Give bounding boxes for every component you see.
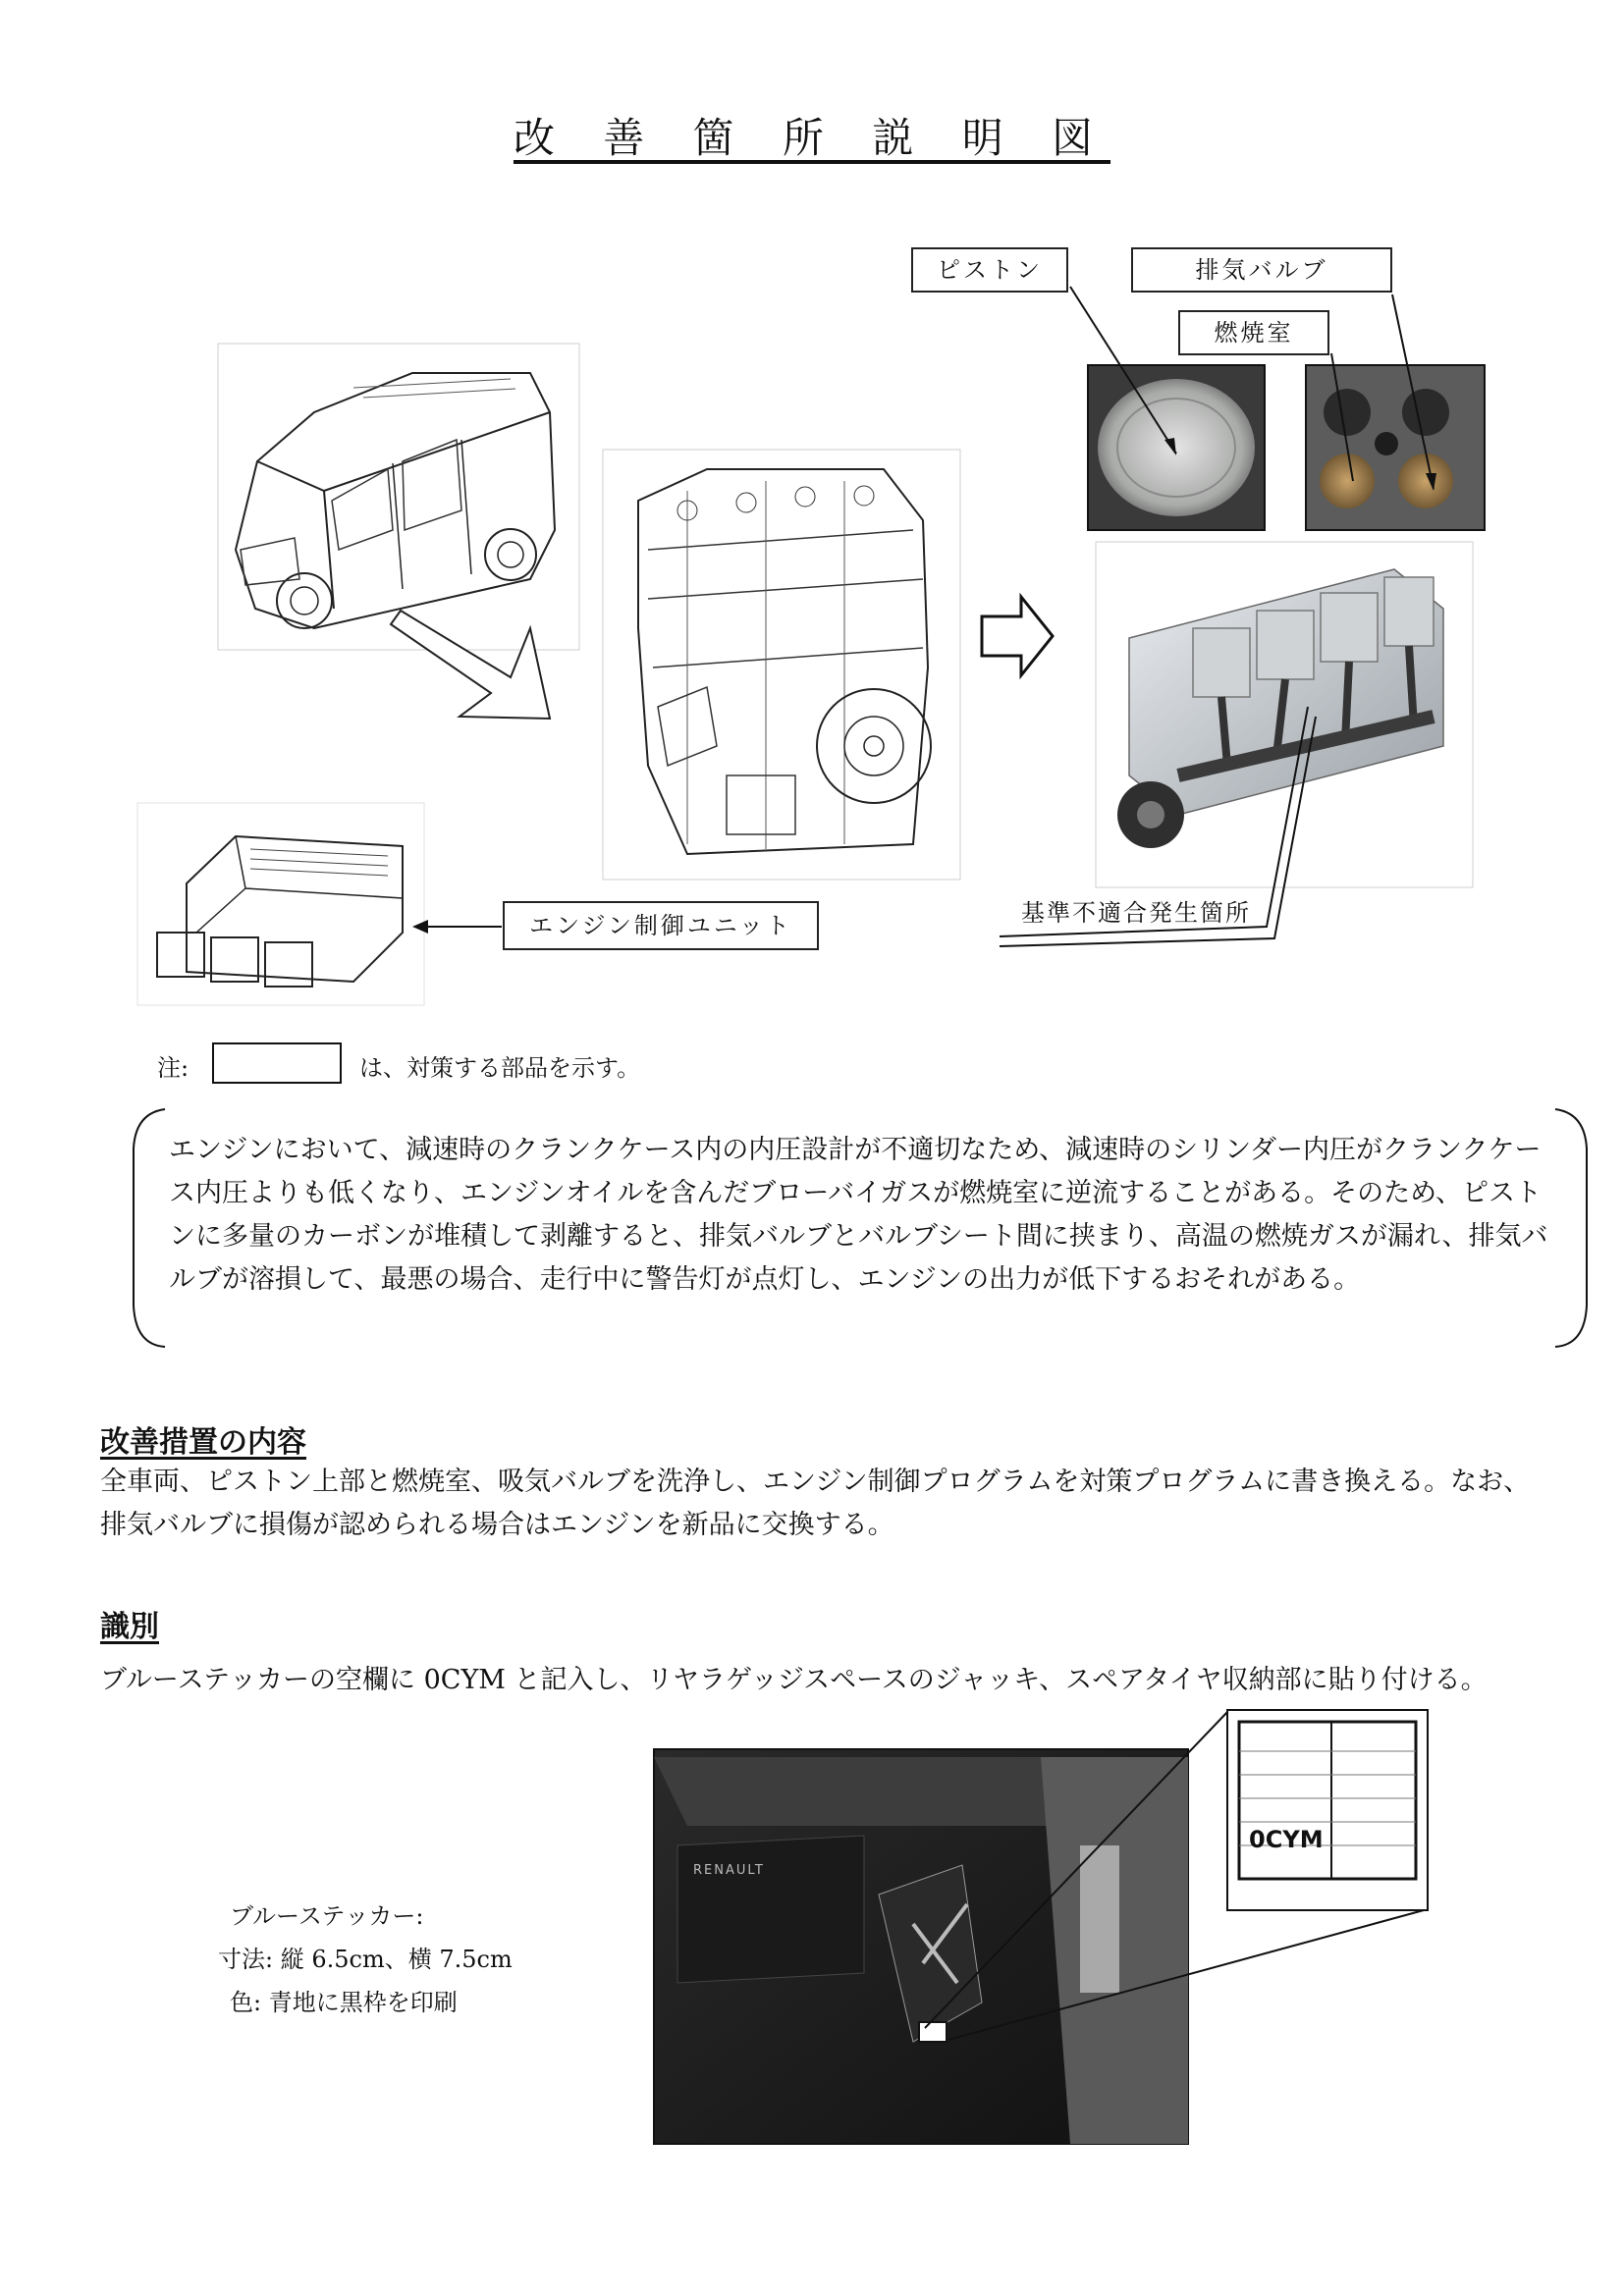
- note-suffix: は、対策する部品を示す。: [359, 1054, 641, 1082]
- sticker-color: 色: 青地に黒枠を印刷: [230, 1989, 458, 2016]
- note-legend-box: [212, 1042, 342, 1084]
- identification-heading: 識別: [100, 1610, 159, 1644]
- identification-text: ブルーステッカーの空欄に 0CYM と記入し、リヤラゲッジスペースのジャッキ、スペアタイヤ収納部に貼り付ける。: [100, 1665, 1488, 1695]
- engine-illustration: [603, 450, 960, 880]
- sticker-title: ブルーステッカー:: [230, 1902, 424, 1930]
- sticker-inset: [1227, 1710, 1428, 1910]
- remedy-text: 全車両、ピストン上部と燃焼室、吸気バルブを洗浄し、エンジン制御プログラムを対策プログラムに書き換える。なお、排気バルブに損傷が認められる場合はエンジンを新品に交換する。: [100, 1467, 1531, 1540]
- arrow-engine-to-cutaway: [982, 597, 1053, 675]
- piston-photo: [1088, 365, 1265, 530]
- sticker-code: 0CYM: [1249, 1826, 1324, 1853]
- label-nonconformity: 基準不適合発生箇所: [1021, 899, 1251, 927]
- page-title: 改 善 箇 所 説 明 図: [513, 114, 1111, 162]
- label-ecu: エンジン制御ユニット: [503, 901, 819, 950]
- van-illustration: [218, 344, 579, 650]
- label-combustion-chamber: 燃焼室: [1178, 310, 1329, 355]
- label-piston: ピストン: [911, 247, 1068, 293]
- description-text: エンジンにおいて、減速時のクランクケース内の内圧設計が不適切なため、減速時のシリンダー内圧がクランクケース内圧よりも低くなり、エンジンオイルを含んだブローバイガスが燃焼室に逆流することがある。そのため、ピストンに多量のカーボンが堆積して剥離すると、排気バルブとバルブシート間に挟まり、高温の燃焼ガスが漏れ、排気バルブが溶損して、最悪の場合、走行中に警告灯が点灯し、エンジンの出力が低下するおそれがある。: [169, 1135, 1548, 1295]
- combustion-chamber-photo: [1306, 365, 1485, 530]
- sticker-size: 寸法: 縦 6.5cm、横 7.5cm: [218, 1946, 513, 1973]
- brand-label: RENAULT: [693, 1863, 765, 1878]
- note-prefix: 注:: [157, 1054, 189, 1082]
- trunk-photo: [654, 1749, 1188, 2144]
- label-exhaust-valve: 排気バルブ: [1131, 247, 1392, 293]
- remedy-heading: 改善措置の内容: [100, 1425, 306, 1460]
- ecu-illustration: [137, 803, 424, 1005]
